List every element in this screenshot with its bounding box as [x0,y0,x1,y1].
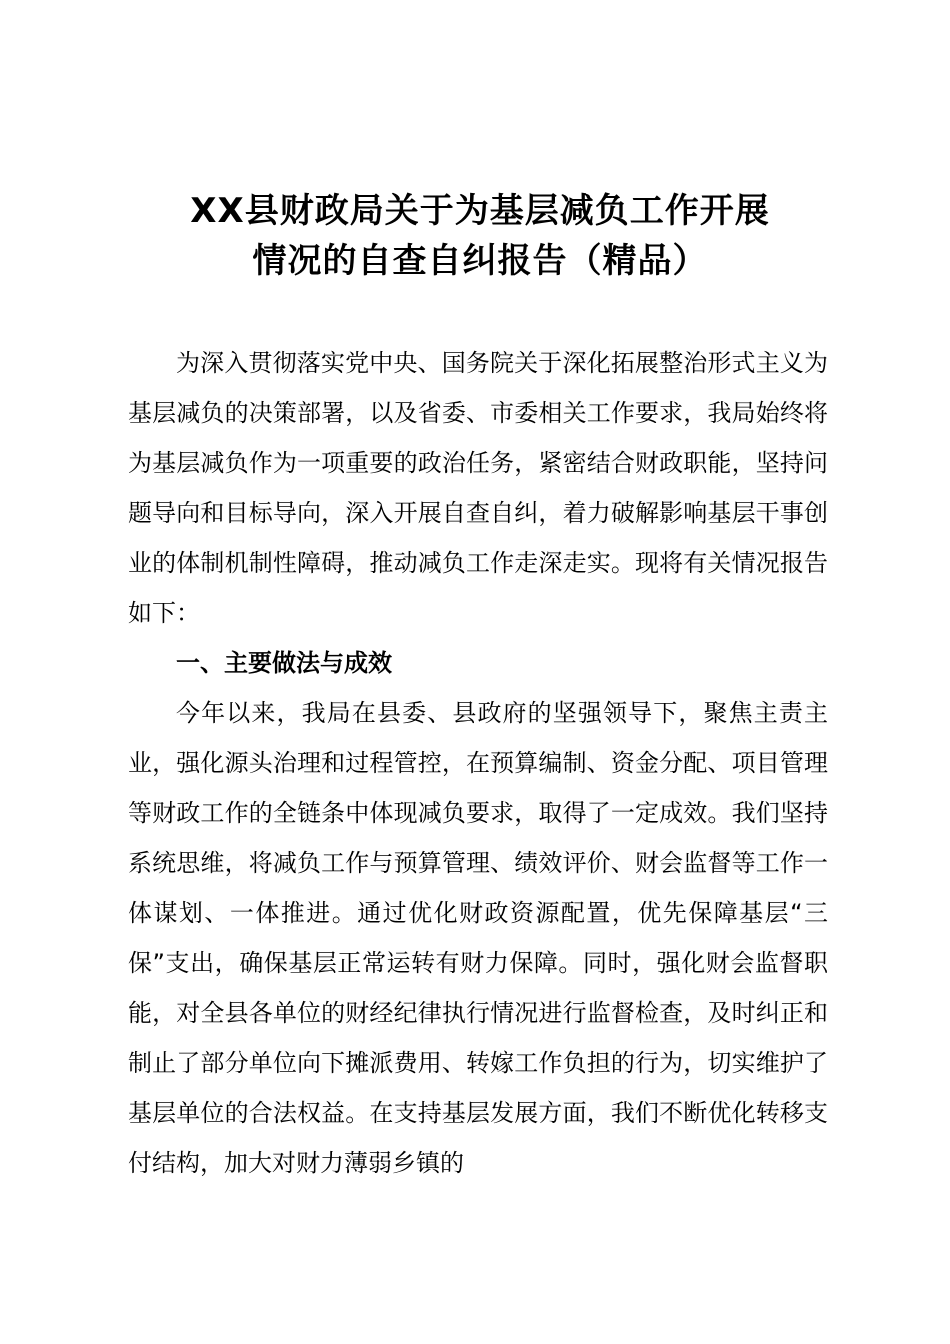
intro-paragraph: 为深入贯彻落实党中央、国务院关于深化拓展整治形式主义为基层减负的决策部署，以及省委、市委相关工作要求，我局始终将为基层减负作为一项重要的政治任务，紧密结合财政职能，坚持问题导向和目标导向，深入开展自查自纠，着力破解影响基层干事创业的体制机制性障碍，推动减负工作走深走实。现将有关情况报告如下： [128,349,828,627]
section-heading: 一、主要做法与成效 [176,649,392,677]
title-line-2: 情况的自查自纠报告（精品） [252,241,708,281]
section-paragraph: 今年以来，我局在县委、县政府的坚强领导下，聚焦主责主业，强化源头治理和过程管控，在预算编制、资金分配、项目管理等财政工作的全链条中体现减负要求，取得了一定成效。我们坚持系统思维，将减负工作与预算管理、绩效评价、财会监督等工作一体谋划、一体推进。通过优化财政资源配置，优先保障基层“三保”支出，确保基层正常运转有财力保障。同时，强化财会监督职能，对全县各单位的财经纪律执行情况进行监督检查，及时纠正和制止了部分单位向下摊派费用、转嫁工作负担的行为，切实维护了基层单位的合法权益。在支持基层发展方面，我们不断优化转移支付结构，加大对财力薄弱乡镇的 [128,699,828,1177]
document-title [130,186,830,286]
document-body [128,338,828,1188]
title-line-1: XX县财政局关于为基层减负工作开展 [190,191,770,231]
